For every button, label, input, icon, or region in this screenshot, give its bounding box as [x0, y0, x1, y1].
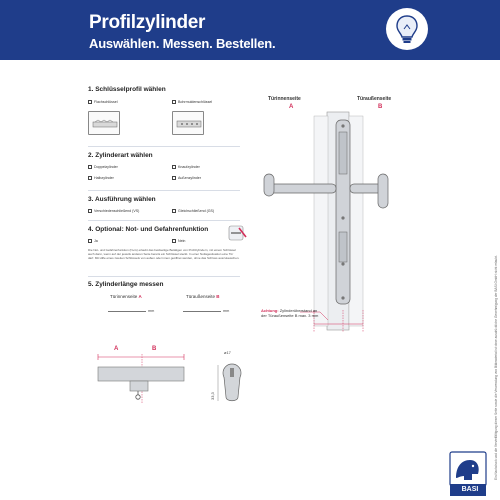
- divider: [88, 146, 240, 147]
- option-flat-key[interactable]: Flachschlüssel: [88, 100, 118, 104]
- dimple-key-image: [172, 111, 204, 135]
- checkbox-icon[interactable]: [88, 239, 92, 243]
- checkbox-icon[interactable]: [172, 165, 176, 169]
- option-yes[interactable]: Ja: [88, 239, 98, 243]
- checkbox-icon[interactable]: [172, 176, 176, 180]
- door-lock-diagram: [260, 112, 420, 337]
- length-a-field[interactable]: mm: [108, 309, 154, 313]
- checkbox-icon[interactable]: [88, 176, 92, 180]
- door-outer-letter: B: [378, 104, 383, 110]
- cylinder-height: 33,3: [210, 392, 215, 400]
- door-outer-label: Türaußenseite: [357, 96, 392, 102]
- checkbox-icon[interactable]: [172, 100, 176, 104]
- lightbulb-icon: [386, 8, 428, 50]
- outer-side-label: Türaußenseite B: [186, 294, 220, 299]
- header-bar: [0, 0, 500, 60]
- door-inner-label: Türinnenseite: [268, 96, 301, 102]
- door-inner-letter: A: [289, 104, 294, 110]
- option-outer-cylinder[interactable]: Außenzylinder: [172, 176, 201, 180]
- option-double-cylinder[interactable]: Doppelzylinder: [88, 165, 118, 169]
- divider: [88, 276, 240, 277]
- divider: [88, 190, 240, 191]
- option-dimple-key[interactable]: Bohrmuldenschlüssel: [172, 100, 212, 104]
- checkbox-icon[interactable]: [172, 239, 176, 243]
- section-3-title: 3. Ausführung wählen: [88, 196, 156, 203]
- option-no[interactable]: Nein: [172, 239, 185, 243]
- option-vs[interactable]: Verschiedenschließend (VS): [88, 209, 139, 213]
- option-knob-cylinder[interactable]: Knaufzylinder: [172, 165, 200, 169]
- copyright-side-text: Ein Nachdruck und die Vervielfältigung dieser Seite sowie die Verwendung von Bildmaterial ist ohne ausdrückliche Genehmigung der BASI GmbH nicht erlaubt.: [494, 255, 498, 480]
- section-1-title: 1. Schlüsselprofil wählen: [88, 86, 166, 93]
- cylinder-diameter: ø17: [224, 350, 231, 355]
- divider: [88, 220, 240, 221]
- cylinder-label-a: A: [114, 346, 119, 352]
- option-gs[interactable]: Gleichschließend (GS): [172, 209, 214, 213]
- cylinder-side-view: [94, 345, 194, 405]
- brand-name: BASI: [461, 486, 479, 493]
- checkbox-icon[interactable]: [88, 100, 92, 104]
- section-4-title: 4. Optional: Not- und Gefahrenfunktion: [88, 226, 209, 233]
- checkbox-icon[interactable]: [172, 209, 176, 213]
- section-5-title: 5. Zylinderlänge messen: [88, 281, 164, 288]
- inner-side-label: Türinnenseite A: [110, 294, 142, 299]
- length-b-field[interactable]: mm: [183, 309, 229, 313]
- page-title: Profilzylinder: [89, 12, 206, 33]
- emergency-function-icon: [226, 223, 248, 243]
- flat-key-image: [88, 111, 120, 135]
- section-2-title: 2. Zylinderart wählen: [88, 152, 153, 159]
- page-subtitle: Auswählen. Messen. Bestellen.: [89, 36, 276, 51]
- cylinder-front-view: [212, 355, 252, 415]
- checkbox-icon[interactable]: [88, 209, 92, 213]
- option-half-cylinder[interactable]: Halbzylinder: [88, 176, 114, 180]
- checkbox-icon[interactable]: [88, 165, 92, 169]
- cylinder-label-b: B: [152, 346, 157, 352]
- nfg-description: Die Not- und Gefahrenfunktion (N+G) erlaubt das beidseitige Betätigen von Profilzylindern, mit einem Schlüssel auch dann, wenn auf der jeweils anderen Seite bereits ein Schlüssel steckt. In einer Notlagesituation eine Tür darf. Mit Hilfe eines zweiten Schlüssels von außen oder innen geöffnet werden, ohne das Schloss auszutauschen.: [88, 248, 240, 261]
- overhang-note: Achtung: Zylinderüberstand an der Türaußenseite B max. 3 mm: [261, 308, 319, 318]
